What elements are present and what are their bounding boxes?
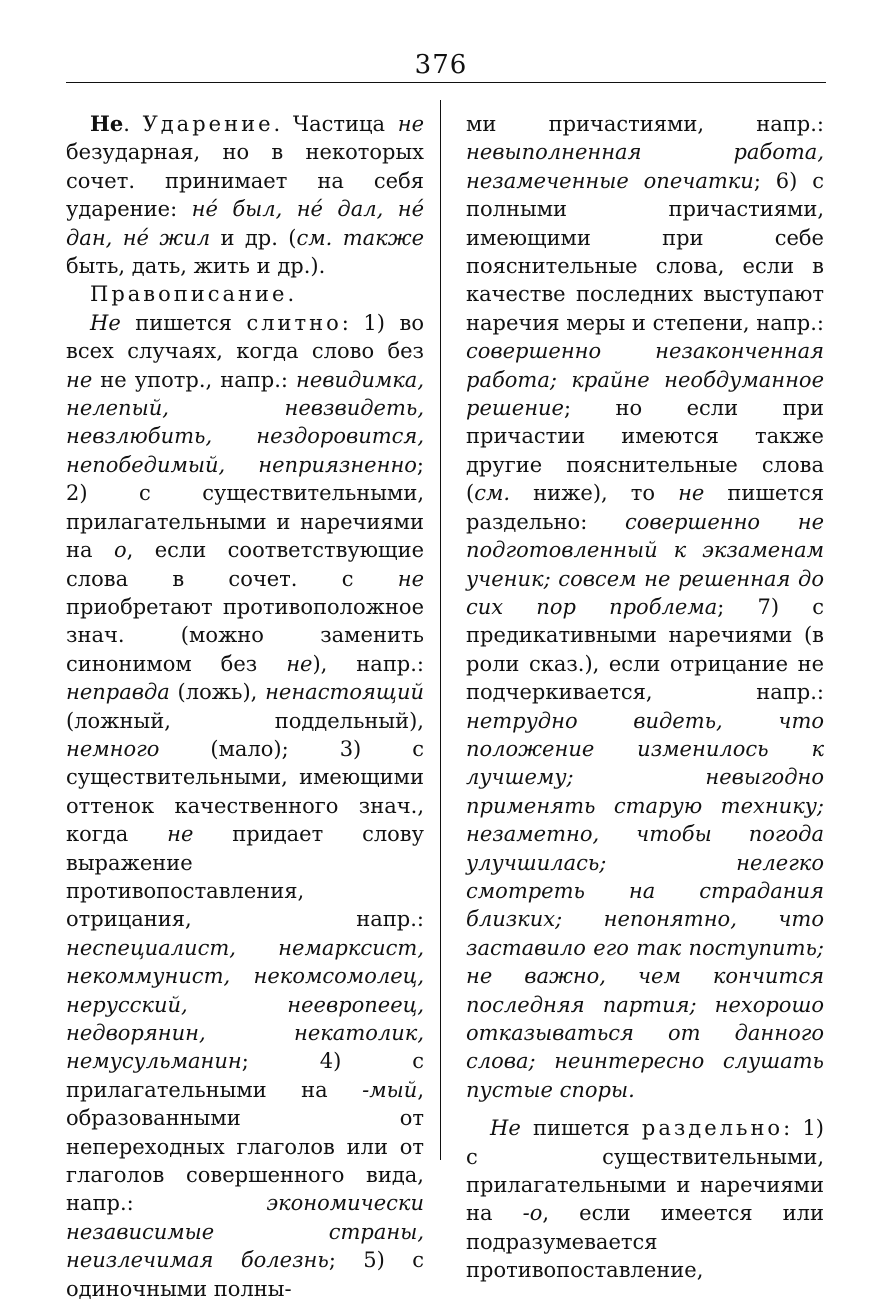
text-run: (ложь), [169,680,266,705]
text-run: (ложный, поддельный), [66,708,424,733]
text-run: Ударение [142,112,274,136]
left-column [66,110,424,1303]
text-run: . [287,282,295,307]
page-number: 376 [414,50,468,80]
text-run: невыполненная работа, незамеченные опечатки [466,140,824,193]
text-run: не [167,822,194,847]
text-run: пишется раздельно: [466,481,824,534]
paragraph-stress [66,110,424,280]
text-run: пишется [520,1116,642,1141]
text-run: . [123,112,143,136]
text-run: не [397,566,424,591]
text-run: . Частица [273,112,398,136]
text-run: нетрудно видеть, что положение изменилось к лучшему; невыгодно применять старую технику; незаметно, чтобы погода улучшилась; нелегко смотреть на страдания близких; непонятно, что заставило его так поступить; не важно, чем кончится последняя партия; нехорошо отказываться от данного слова; неинтересно слушать пустые споры. [466,708,824,1102]
text-run: придает слову выражение противопоставления, отрицания, напр.: [66,822,424,932]
text-run: раздельно [641,1116,784,1141]
text-run: ; 2) с существительными, прилагательными и наречиями на [66,452,424,563]
column-divider [440,100,441,1160]
text-run: немного [66,736,160,761]
paragraph-solid-spelling [66,309,424,1303]
text-run: быть, дать, жить и др.). [66,254,326,279]
text-run: Правописание [90,282,288,307]
text-run: ненастоящий [265,680,424,705]
text-run: экономически независимые страны, неизлечимая болезнь [66,1191,424,1273]
text-run: не [678,481,705,506]
paragraph-spelling-heading [66,280,424,308]
paragraph-separate-spelling [466,1114,824,1284]
text-run: невидимка, нелепый, невзвидеть, невзлюбить, нездоровится, непобедимый, неприязненно [66,367,424,477]
text-run: ), напр.: [312,651,425,676]
text-run: безударная, но в некоторых сочет. принимает на себя ударение: [66,140,424,222]
text-run: пишется [120,310,247,335]
text-run: , если имеется или подразумевается противопоставление, [466,1201,825,1283]
text-run: (мало); 3) с существительными, имеющими оттенок качественного знач., когда [66,736,424,847]
text-run: ; 7) с предикативными наречиями (в роли сказ.), если отрицание не подчеркивается, напр.: [466,594,824,705]
text-run: не [286,651,313,676]
text-run: нé был, нé дал, нé дан, нé жил [66,197,425,250]
text-run: совершенно не подготовленный к экзаменам ученик; совсем не решенная до сих пор проблема [466,509,824,619]
text-run: : 1) во всех случаях, когда слово без [66,310,424,364]
text-run: ниже), то [510,481,679,506]
text-run: не [397,112,424,136]
text-run: и др. ( [210,225,297,250]
text-run: ; 5) с одиночными полны- [66,1248,424,1301]
text-run: -мый [362,1077,418,1102]
text-run: ; но если при причастии имеются также другие пояснительные слова ( [466,396,824,506]
text-run: о [113,538,127,563]
header-rule [66,82,826,83]
text-run: см. также [296,225,424,250]
text-run: , образованными от непереходных глаголов или от глаголов совершенного вида, напр.: [66,1077,424,1216]
text-run: : 1) с существительными, прилагательными и наречиями на [466,1116,824,1226]
text-run: приобретают противоположное знач. (можно заменить синонимом без [66,594,424,676]
right-column [466,110,824,1285]
text-run: неправда [66,680,170,705]
text-run: см. [474,481,511,506]
text-run: Не [90,111,124,136]
text-run: не [66,367,93,392]
text-run: ; 6) с полными причастиями, имеющими при себе пояснительные слова, если в качестве последних выступают наречия меры и степени, напр.: [466,168,824,335]
text-run: , если соответствующие слова в сочет. с [66,538,424,591]
text-run: Не [90,310,121,335]
text-run: совершенно незаконченная работа; крайне необдуманное решение [466,339,824,421]
text-run: ; 4) с прилагательными на [66,1049,424,1102]
text-run: -о [522,1201,543,1226]
paragraph-solid-spelling-continued [466,110,824,1104]
text-run: не употр., напр.: [92,367,296,392]
text-run: ми причастиями, напр.: [466,112,824,136]
text-run: неспециалист, немарксист, некоммунист, некомсомолец, нерусский, неевропеец, недворянин, некатолик, немусульманин [66,935,424,1074]
text-run: слитно [246,310,342,335]
text-run: Не [490,1116,521,1141]
